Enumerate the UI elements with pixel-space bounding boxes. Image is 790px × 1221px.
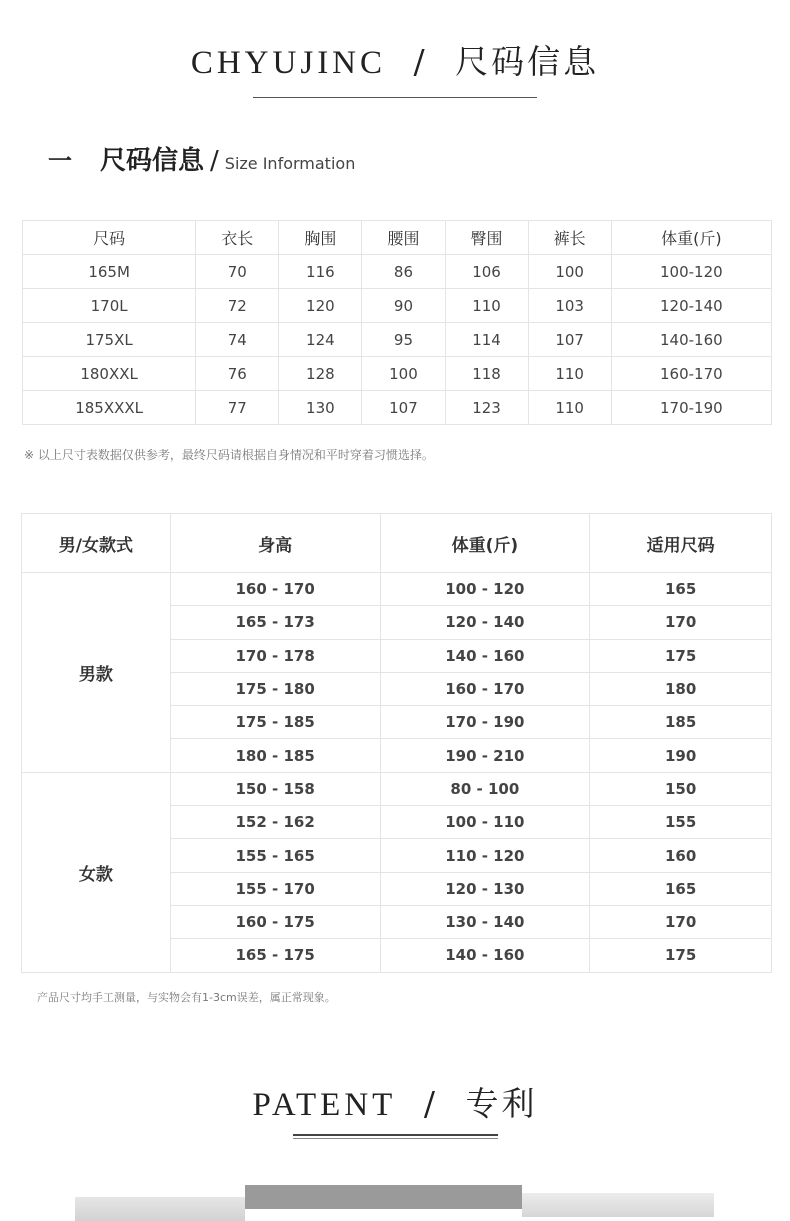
table-cell: 90 bbox=[362, 289, 445, 323]
table-cell: 120 - 140 bbox=[380, 606, 590, 639]
table-cell: 72 bbox=[196, 289, 279, 323]
table-row bbox=[23, 323, 772, 357]
male-group-label: 男款 bbox=[22, 573, 171, 773]
brand-name: CHYUJINC bbox=[190, 45, 387, 81]
column-header: 适用尺码 bbox=[590, 514, 772, 573]
table-cell: 160-170 bbox=[611, 357, 771, 391]
table-cell: 170L bbox=[23, 289, 196, 323]
table-row bbox=[22, 772, 772, 805]
table-cell: 120-140 bbox=[611, 289, 771, 323]
table-cell: 74 bbox=[196, 323, 279, 357]
table-cell: 175XL bbox=[23, 323, 196, 357]
table-cell: 160 - 170 bbox=[170, 573, 380, 606]
table-cell: 165 - 173 bbox=[170, 606, 380, 639]
table-cell: 110 bbox=[445, 289, 528, 323]
table-cell: 190 - 210 bbox=[380, 739, 590, 772]
table-cell: 170-190 bbox=[611, 391, 771, 425]
table-cell: 124 bbox=[279, 323, 362, 357]
header-divider bbox=[253, 97, 537, 98]
table-cell: 155 - 165 bbox=[170, 839, 380, 872]
table-cell: 120 bbox=[279, 289, 362, 323]
table-cell: 100-120 bbox=[611, 255, 771, 289]
table-cell: 114 bbox=[445, 323, 528, 357]
table-cell: 77 bbox=[196, 391, 279, 425]
table-cell: 152 - 162 bbox=[170, 806, 380, 839]
section-slash: / bbox=[210, 146, 219, 176]
table-cell: 175 bbox=[590, 939, 772, 972]
table-header-row bbox=[22, 514, 772, 573]
size-recommendation-table bbox=[21, 513, 772, 973]
table-cell: 165 - 175 bbox=[170, 939, 380, 972]
column-header: 尺码 bbox=[23, 221, 196, 255]
patent-header bbox=[0, 1078, 790, 1125]
table-cell: 150 bbox=[590, 772, 772, 805]
table-cell: 155 - 170 bbox=[170, 872, 380, 905]
patent-cn: 专利 bbox=[465, 1084, 538, 1123]
table-cell: 116 bbox=[279, 255, 362, 289]
column-header: 腰围 bbox=[362, 221, 445, 255]
column-header: 男/女款式 bbox=[22, 514, 171, 573]
table-row bbox=[23, 255, 772, 289]
table-cell: 76 bbox=[196, 357, 279, 391]
table-cell: 120 - 130 bbox=[380, 872, 590, 905]
table-cell: 110 bbox=[528, 391, 611, 425]
female-group-label: 女款 bbox=[22, 772, 171, 972]
table-cell: 160 - 175 bbox=[170, 905, 380, 938]
table-row bbox=[23, 391, 772, 425]
table-cell: 170 bbox=[590, 606, 772, 639]
table-cell: 165M bbox=[23, 255, 196, 289]
table-cell: 100 bbox=[528, 255, 611, 289]
table-cell: 107 bbox=[362, 391, 445, 425]
table-cell: 100 - 120 bbox=[380, 573, 590, 606]
table-cell: 110 - 120 bbox=[380, 839, 590, 872]
size-note: ※ 以上尺寸表数据仅供参考，最终尺码请根据自身情况和平时穿着习惯选择。 bbox=[24, 448, 434, 462]
table-cell: 175 - 185 bbox=[170, 706, 380, 739]
table-cell: 160 - 170 bbox=[380, 672, 590, 705]
table-cell: 130 bbox=[279, 391, 362, 425]
table-cell: 128 bbox=[279, 357, 362, 391]
table-cell: 170 bbox=[590, 905, 772, 938]
column-header: 衣长 bbox=[196, 221, 279, 255]
size-info-header bbox=[0, 36, 790, 83]
table-cell: 86 bbox=[362, 255, 445, 289]
section-title-en: Size Information bbox=[224, 154, 356, 173]
patent-divider-thin bbox=[293, 1138, 498, 1139]
table-cell: 175 bbox=[590, 639, 772, 672]
table-cell: 160 bbox=[590, 839, 772, 872]
table-cell: 70 bbox=[196, 255, 279, 289]
table-cell: 185XXXL bbox=[23, 391, 196, 425]
table-cell: 140 - 160 bbox=[380, 639, 590, 672]
column-header: 身高 bbox=[170, 514, 380, 573]
table-cell: 95 bbox=[362, 323, 445, 357]
table-cell: 106 bbox=[445, 255, 528, 289]
table-row bbox=[22, 573, 772, 606]
table-cell: 180 - 185 bbox=[170, 739, 380, 772]
column-header: 体重(斤) bbox=[380, 514, 590, 573]
table-cell: 100 - 110 bbox=[380, 806, 590, 839]
patent-latin: PATENT bbox=[252, 1087, 397, 1123]
table-cell: 103 bbox=[528, 289, 611, 323]
table-cell: 180XXL bbox=[23, 357, 196, 391]
table-cell: 180 bbox=[590, 672, 772, 705]
patent-image-right bbox=[522, 1193, 714, 1217]
patent-image-center bbox=[245, 1185, 522, 1209]
table-cell: 80 - 100 bbox=[380, 772, 590, 805]
section-dash: 一 bbox=[48, 147, 72, 175]
table-row bbox=[23, 357, 772, 391]
table-cell: 130 - 140 bbox=[380, 905, 590, 938]
column-header: 胸围 bbox=[279, 221, 362, 255]
header-cn-title: 尺码信息 bbox=[455, 42, 600, 81]
table-cell: 150 - 158 bbox=[170, 772, 380, 805]
patent-divider bbox=[293, 1134, 498, 1136]
table-cell: 118 bbox=[445, 357, 528, 391]
section-title-cn: 尺码信息 bbox=[100, 146, 205, 176]
table-cell: 100 bbox=[362, 357, 445, 391]
table-cell: 170 - 190 bbox=[380, 706, 590, 739]
table-cell: 165 bbox=[590, 872, 772, 905]
table-header-row bbox=[23, 221, 772, 255]
section-title bbox=[48, 140, 355, 177]
table-cell: 107 bbox=[528, 323, 611, 357]
header-separator: / bbox=[423, 1084, 438, 1123]
table-cell: 185 bbox=[590, 706, 772, 739]
header-separator: / bbox=[413, 42, 428, 81]
table-cell: 110 bbox=[528, 357, 611, 391]
patent-image-left bbox=[75, 1197, 245, 1221]
table-cell: 170 - 178 bbox=[170, 639, 380, 672]
table-cell: 140 - 160 bbox=[380, 939, 590, 972]
column-header: 臀围 bbox=[445, 221, 528, 255]
table-cell: 123 bbox=[445, 391, 528, 425]
table-cell: 155 bbox=[590, 806, 772, 839]
table-cell: 175 - 180 bbox=[170, 672, 380, 705]
table-cell: 165 bbox=[590, 573, 772, 606]
size-measurement-table bbox=[22, 220, 772, 425]
measurement-note: 产品尺寸均手工测量，与实物会有1-3cm误差，属正常现象。 bbox=[37, 991, 336, 1004]
column-header: 裤长 bbox=[528, 221, 611, 255]
table-cell: 190 bbox=[590, 739, 772, 772]
column-header: 体重(斤) bbox=[611, 221, 771, 255]
table-row bbox=[23, 289, 772, 323]
table-cell: 140-160 bbox=[611, 323, 771, 357]
